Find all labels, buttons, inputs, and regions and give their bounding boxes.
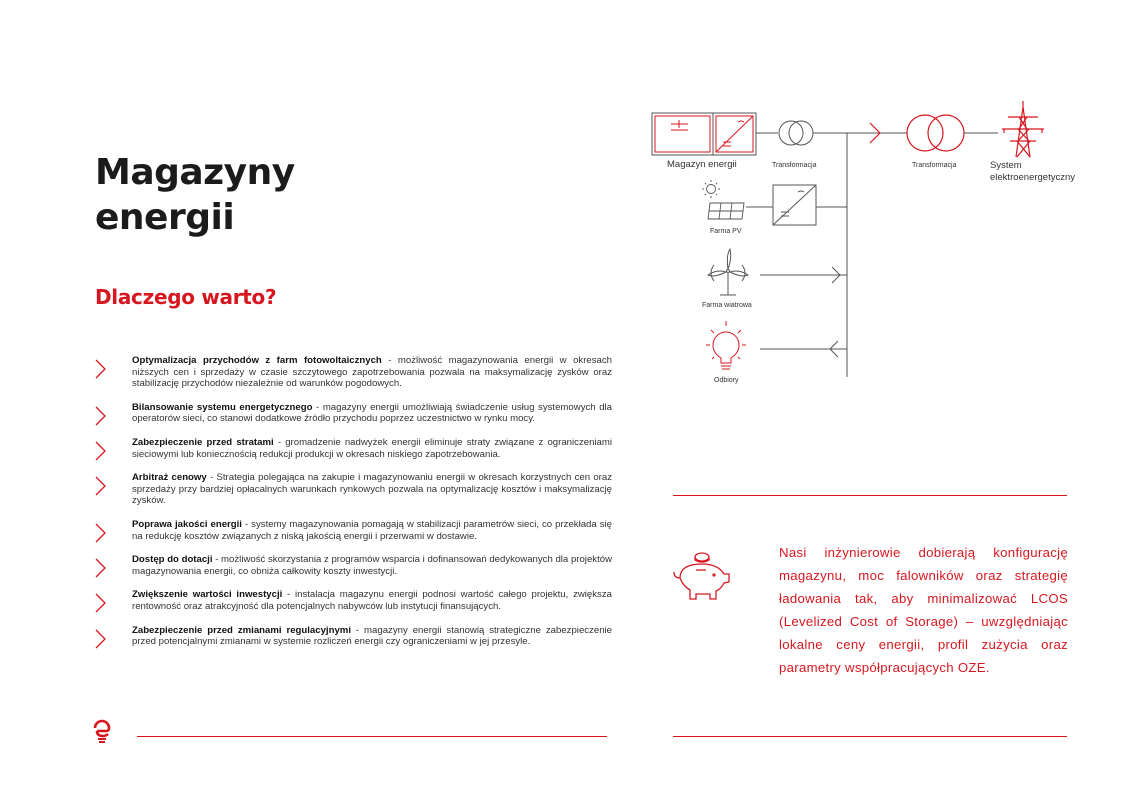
chevron-right-icon [94, 522, 108, 544]
benefit-item [92, 355, 612, 390]
benefit-text: - gromadzenie nadwyżek energii eliminuje straty związane z ograniczeniami sieciowymi lub koniecznością redukcji produkcji w okresach niskiego zapotrzebowania. [132, 436, 612, 460]
benefit-title: Arbitraż cenowy [132, 472, 207, 484]
transformer-icon [779, 121, 813, 145]
benefit-title: Bilansowanie systemu energetycznego [132, 401, 313, 413]
power-tower-icon [1002, 101, 1044, 157]
benefit-text: - możliwość skorzystania z programów wsparcia i dofinansowań dedykowanych dla projektów magazynowania energii, co obniża całkowity koszty inwestycji. [132, 554, 613, 577]
benefit-item [92, 402, 612, 425]
benefit-text: - magazyny energii stanowią strategiczne zabezpieczenie przed potencjalnymi zmianami w systemie rozliczeń energii czy ograniczeniami w jej przesyle. [132, 624, 613, 648]
storage-label: Magazyn energii [667, 159, 737, 170]
inverter-icon [773, 185, 816, 225]
inverter-icon [713, 113, 756, 155]
chevron-right-icon [94, 557, 108, 579]
chevron-right-icon [94, 628, 108, 650]
benefit-item [92, 519, 612, 542]
chevron-right-icon [94, 405, 108, 427]
benefit-text: - możliwość magazynowania energii w okresach niższych cen i sprzedaży w czasie szczytowego zapotrzebowania pozwala na maksymalizację zysków oraz stabilizację przychodów niezależnie od warunków pogodowych. [132, 355, 612, 390]
pv-farm-label: Farma PV [710, 228, 742, 235]
solar-panel-icon [702, 180, 744, 219]
benefit-text: - instalacja magazynu energii podnosi wartość całego projektu, zwiększa rentowność oraz atrakcyjność dla potencjalnych nabywców lub instytucji finansujących. [132, 589, 612, 612]
consumers-label: Odbiory [714, 377, 739, 384]
wind-turbine-icon [708, 249, 748, 295]
benefit-title: Zabezpieczenie przed stratami [132, 436, 274, 448]
divider-line [673, 495, 1067, 496]
benefit-item [92, 472, 612, 507]
grid-label-line-1: System [990, 160, 1022, 171]
benefit-text: - Strategia polegająca na zakupie i magazynowaniu energii w okresach korzystnych cen oraz sprzedaży przy bardziej opłacalnych warunkach rynkowych pozwala na optymalizację kosztów i maksymalizację zysków. [132, 472, 612, 507]
benefit-title: Optymalizacja przychodów z farm fotowoltaicznych [132, 355, 382, 366]
page-title [95, 150, 295, 240]
benefit-item [92, 554, 612, 577]
chevron-right-icon [94, 358, 108, 380]
page-title-line-1: Magazyny [95, 152, 295, 193]
benefit-title: Zabezpieczenie przed zmianami regulacyjnymi [132, 624, 351, 636]
benefit-title: Zwiększenie wartości inwestycji [132, 589, 283, 601]
benefit-text: - systemy magazynowania pomagają w stabilizacji parametrów sieci, co przekłada się na redukcję kosztów związanych z niską jakością energii i przerwami w dostawie. [132, 518, 612, 542]
divider-line [137, 736, 607, 737]
chevron-right-icon [94, 440, 108, 462]
benefit-title: Poprawa jakości energii [132, 518, 242, 530]
battery-icon [652, 113, 713, 155]
benefit-item [92, 437, 612, 460]
divider-line [673, 736, 1067, 737]
transformer-large-label: Transformacja [912, 162, 957, 169]
wind-farm-label: Farma wiatrowa [702, 302, 752, 309]
benefit-title: Dostęp do dotacji [132, 554, 213, 566]
chevron-right-icon [94, 475, 108, 497]
grid-label-line-2: elektroenergetyczny [990, 172, 1076, 183]
energy-system-diagram [640, 95, 1100, 395]
light-bulb-icon [706, 321, 746, 369]
engineering-note: Nasi inżynierowie dobierają konfigurację magazynu, moc falowników oraz strategię ładowania tak, aby minimalizować LCOS (Levelized Cost of Storage) – uwzględniając lokalne ceny energii, profil zużycia oraz parametry współpracujących OZE. [779, 545, 1068, 675]
page-title-line-2: energii [95, 197, 235, 238]
benefits-list [92, 355, 612, 648]
section-subtitle: Dlaczego warto? [95, 285, 277, 309]
transformer-small-label: Transformacja [772, 162, 817, 169]
transformer-large-icon [907, 115, 964, 151]
piggy-bank-icon [670, 548, 734, 604]
benefit-text: - magazyny energii umożliwiają świadczenie usług systemowych dla operatorów sieci, co stanowi dodatkowe źródło przychodu poprzez uczestnictwo w rynku mocy. [132, 401, 613, 425]
chevron-right-icon [94, 592, 108, 614]
benefit-item [92, 589, 612, 612]
benefit-item [92, 625, 612, 648]
company-logo-icon [92, 718, 112, 744]
